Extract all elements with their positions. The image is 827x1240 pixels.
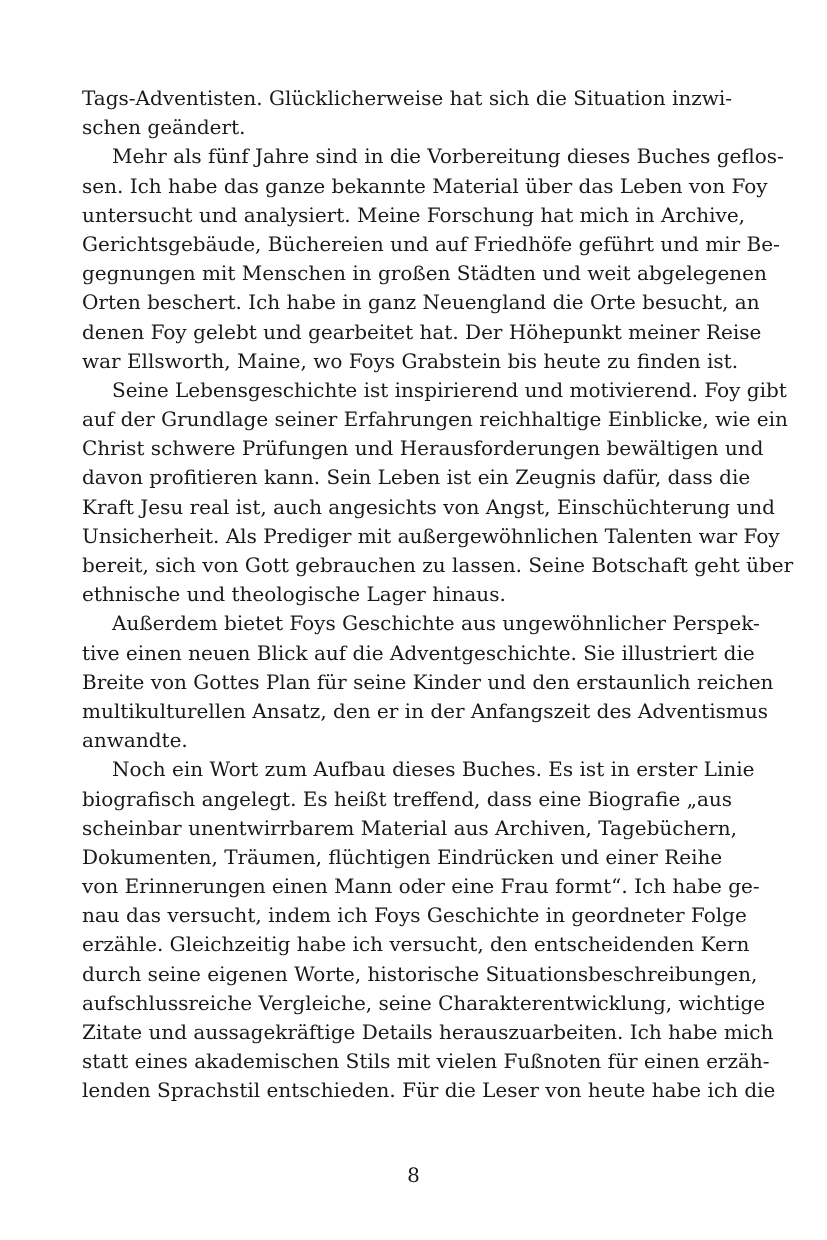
text-line: ethnische und theologische Lager hinaus. <box>82 582 506 607</box>
text-line: Kraft Jesu real ist, auch angesichts von Angst, Einschüchterung und <box>82 494 775 519</box>
paragraph-first-line: Außerdem bietet Foys Geschichte aus ungewöhnlicher Perspek- <box>112 611 760 636</box>
text-line: gegnungen mit Menschen in großen Städten und weit abgelegenen <box>82 261 767 286</box>
text-line: war Ellsworth, Maine, wo Foys Grabstein bis heute zu finden ist. <box>82 348 739 373</box>
text-line: schen geändert. <box>82 115 246 140</box>
text-line: Tags-Adventisten. Glücklicherweise hat sich die Situation inzwi- <box>82 86 733 110</box>
paragraph-first-line: Seine Lebensgeschichte ist inspirierend und motivierend. Foy gibt <box>112 377 787 402</box>
text-line: Breite von Gottes Plan für seine Kinder und den erstaunlich reichen <box>82 669 774 694</box>
text-line: multikulturellen Ansatz, den er in der Anfangszeit des Adventismus <box>82 698 768 723</box>
text-line: von Erinnerungen einen Mann oder eine Frau formt“. Ich habe ge- <box>82 874 760 899</box>
paragraph-first-line: Mehr als fünf Jahre sind in die Vorbereitung dieses Buches geflos- <box>112 144 784 169</box>
text-line: Orten beschert. Ich habe in ganz Neuengland die Orte besucht, an <box>82 290 760 315</box>
text-line: lenden Sprachstil entschieden. Für die Leser von heute habe ich die <box>82 1078 776 1103</box>
text-line: erzähle. Gleichzeitig habe ich versucht, den entscheidenden Kern <box>82 932 750 957</box>
text-line: auf der Grundlage seiner Erfahrungen reichhaltige Einblicke, wie ein <box>82 407 788 432</box>
text-line: Unsicherheit. Als Prediger mit außergewöhnlichen Talenten war Foy <box>82 523 780 548</box>
page-number: 8 <box>407 1163 420 1187</box>
text-line: tive einen neuen Blick auf die Adventgeschichte. Sie illustriert die <box>82 640 755 665</box>
text-line: biografisch angelegt. Es heißt treffend, dass eine Biografie „aus <box>82 786 733 811</box>
text-line: davon profitieren kann. Sein Leben ist ein Zeugnis dafür, dass die <box>82 465 751 490</box>
text-line: sen. Ich habe das ganze bekannte Material über das Leben von Foy <box>82 173 768 198</box>
text-line: nau das versucht, indem ich Foys Geschichte in geordneter Folge <box>82 903 747 928</box>
text-line: Gerichtsgebäude, Büchereien und auf Friedhöfe geführt und mir Be- <box>82 231 780 256</box>
text-line: denen Foy gelebt und gearbeitet hat. Der Höhepunkt meiner Reise <box>82 319 762 344</box>
text-line: aufschlussreiche Vergleiche, seine Charakterentwicklung, wichtige <box>82 990 766 1015</box>
text-line: anwandte. <box>82 728 188 753</box>
text-line: Christ schwere Prüfungen und Herausforderungen bewältigen und <box>82 436 764 461</box>
paragraph-first-line: Noch ein Wort zum Aufbau dieses Buches. Es ist in erster Linie <box>112 757 755 782</box>
text-line: bereit, sich von Gott gebrauchen zu lassen. Seine Botschaft geht über <box>82 553 794 577</box>
text-line: scheinbar unentwirrbarem Material aus Archiven, Tagebüchern, <box>82 815 737 840</box>
text-line: untersucht und analysiert. Meine Forschung hat mich in Archive, <box>82 202 746 227</box>
text-line: Dokumenten, Träumen, flüchtigen Eindrücken und einer Reihe <box>82 844 723 869</box>
text-line: statt eines akademischen Stils mit vielen Fußnoten für einen erzäh- <box>82 1049 770 1074</box>
body-text <box>82 84 794 1106</box>
text-line: durch seine eigenen Worte, historische Situationsbeschreibungen, <box>82 961 758 986</box>
text-line: Zitate und aussagekräftige Details herauszuarbeiten. Ich habe mich <box>82 1020 774 1044</box>
